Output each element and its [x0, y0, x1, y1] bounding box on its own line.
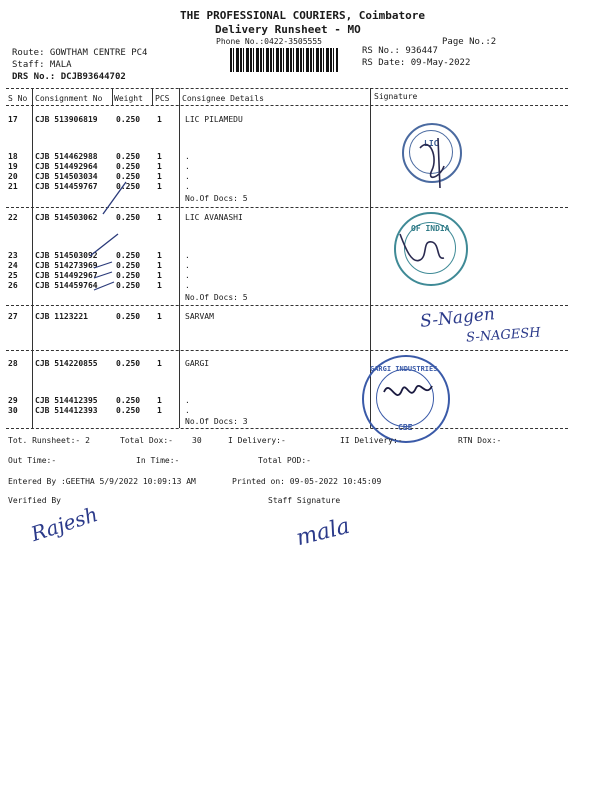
- rs-date: RS Date: 09-May-2022: [362, 58, 471, 68]
- row-sno: 19: [8, 162, 18, 171]
- row-consignment: CJB 513906819: [35, 115, 98, 124]
- row-sno: 29: [8, 396, 18, 405]
- out-time: Out Time:-: [8, 456, 57, 465]
- docs-count: No.Of Docs: 5: [185, 194, 248, 203]
- sarvam-signature-1: S-Nagen: [419, 304, 496, 332]
- row-consignee: .: [185, 406, 190, 415]
- row-consignment: CJB 514273969: [35, 261, 98, 270]
- row-sno: 24: [8, 261, 18, 270]
- row-sno: 25: [8, 271, 18, 280]
- staff: Staff: MALA: [12, 60, 72, 70]
- i-delivery: I Delivery:-: [228, 436, 286, 445]
- row-pcs: 1: [157, 281, 162, 290]
- verified-by: Verified By: [8, 496, 61, 505]
- docs-count: No.Of Docs: 5: [185, 293, 248, 302]
- barcode: [230, 48, 338, 72]
- row-pcs: 1: [157, 162, 162, 171]
- row-weight: 0.250: [116, 281, 141, 290]
- phone-number: Phone No.:0422-3505555: [216, 37, 322, 46]
- row-weight: 0.250: [116, 251, 141, 260]
- document-title: Delivery Runsheet - MO: [215, 23, 361, 36]
- lic-signature-1: [410, 128, 470, 198]
- total-dox-label: Total Dox:-: [120, 436, 173, 445]
- row-weight: 0.250: [116, 213, 141, 222]
- drs-number: DRS No.: DCJB93644702: [12, 72, 126, 82]
- row-weight: 0.250: [116, 396, 141, 405]
- rs-number: RS No.: 936447: [362, 46, 438, 56]
- row-sno: 23: [8, 251, 18, 260]
- row-weight: 0.250: [116, 312, 141, 321]
- row-consignment: CJB 514492964: [35, 162, 98, 171]
- row-sno: 20: [8, 172, 18, 181]
- route: Route: GOWTHAM CENTRE PC4: [12, 48, 148, 58]
- divider: [6, 350, 568, 351]
- total-dox-value: 30: [192, 436, 202, 445]
- row-consignee: .: [185, 396, 190, 405]
- row-sno: 17: [8, 115, 18, 124]
- pen-check-mark: [100, 178, 130, 218]
- row-pcs: 1: [157, 213, 162, 222]
- row-sno: 27: [8, 312, 18, 321]
- total-pod: Total POD:-: [258, 456, 311, 465]
- col-weight: Weight: [114, 94, 143, 103]
- gargi-stamp-text: GARGI INDUSTRIES: [370, 365, 438, 373]
- row-weight: 0.250: [116, 271, 141, 280]
- row-consignee: .: [185, 281, 190, 290]
- row-consignee: .: [185, 251, 190, 260]
- row-weight: 0.250: [116, 162, 141, 171]
- staff-signature: mala: [293, 513, 353, 552]
- col-sno: S No: [8, 94, 28, 103]
- row-weight: 0.250: [116, 182, 141, 191]
- row-consignment: CJB 514220855: [35, 359, 98, 368]
- row-consignee: .: [185, 162, 190, 171]
- row-consignee: .: [185, 182, 190, 191]
- sarvam-signature-2: S-NAGESH: [465, 325, 542, 346]
- lic-signature-2: [392, 220, 452, 280]
- row-consignee: LIC AVANASHI: [185, 213, 243, 222]
- row-consignment: CJB 514412393: [35, 406, 98, 415]
- row-sno: 21: [8, 182, 18, 191]
- gargi-signature: [380, 372, 436, 412]
- entered-by: Entered By :GEETHA 5/9/2022 10:09:13 AM: [8, 477, 196, 486]
- row-pcs: 1: [157, 359, 162, 368]
- page-number: Page No.:2: [442, 37, 497, 47]
- row-consignment: CJB 514503062: [35, 213, 98, 222]
- column-line: [179, 88, 180, 428]
- col-consignee: Consignee Details: [182, 94, 264, 103]
- company-name: THE PROFESSIONAL COURIERS, Coimbatore: [180, 9, 426, 22]
- col-pcs: PCS: [155, 94, 170, 103]
- lic-of-india-text: OF INDIA: [411, 224, 450, 233]
- divider: [6, 88, 568, 89]
- row-weight: 0.250: [116, 406, 141, 415]
- in-time: In Time:-: [136, 456, 180, 465]
- row-consignment: CJB 1123221: [35, 312, 88, 321]
- row-pcs: 1: [157, 406, 162, 415]
- row-sno: 30: [8, 406, 18, 415]
- row-pcs: 1: [157, 261, 162, 270]
- col-signature: Signature: [374, 92, 418, 101]
- pen-check-marks: [88, 232, 128, 294]
- row-weight: 0.250: [116, 152, 141, 161]
- row-consignee: .: [185, 271, 190, 280]
- row-weight: 0.250: [116, 359, 141, 368]
- row-consignment: CJB 514412395: [35, 396, 98, 405]
- row-sno: 28: [8, 359, 18, 368]
- col-consignment: Consignment No: [35, 94, 103, 103]
- row-consignee: GARGI: [185, 359, 210, 368]
- docs-count: No.Of Docs: 3: [185, 417, 248, 426]
- row-consignee: .: [185, 172, 190, 181]
- row-consignment: CJB 514503034: [35, 172, 98, 181]
- row-sno: 22: [8, 213, 18, 222]
- row-consignee: LIC PILAMEDU: [185, 115, 243, 124]
- column-line: [32, 88, 33, 428]
- gargi-stamp-city: CBE: [398, 423, 413, 432]
- column-line: [152, 88, 153, 106]
- row-pcs: 1: [157, 152, 162, 161]
- row-pcs: 1: [157, 182, 162, 191]
- lic-stamp-text: LIC: [424, 139, 439, 148]
- column-line: [112, 88, 113, 106]
- total-runsheet: Tot. Runsheet:- 2: [8, 436, 90, 445]
- row-consignment: CJB 514492967: [35, 271, 98, 280]
- row-weight: 0.250: [116, 115, 141, 124]
- row-consignee: .: [185, 261, 190, 270]
- row-pcs: 1: [157, 251, 162, 260]
- ii-delivery: II Delivery:-: [340, 436, 403, 445]
- row-consignment: CJB 514462988: [35, 152, 98, 161]
- row-pcs: 1: [157, 312, 162, 321]
- row-pcs: 1: [157, 172, 162, 181]
- divider: [6, 105, 568, 106]
- row-consignee: SARVAM: [185, 312, 214, 321]
- row-consignment: CJB 514503092: [35, 251, 98, 260]
- rtn-dox: RTN Dox:-: [458, 436, 502, 445]
- staff-signature-label: Staff Signature: [268, 496, 341, 505]
- row-sno: 26: [8, 281, 18, 290]
- row-weight: 0.250: [116, 261, 141, 270]
- row-weight: 0.250: [116, 172, 141, 181]
- row-consignee: .: [185, 152, 190, 161]
- row-consignment: CJB 514459767: [35, 182, 98, 191]
- row-pcs: 1: [157, 271, 162, 280]
- row-sno: 18: [8, 152, 18, 161]
- divider: [6, 207, 568, 208]
- divider: [6, 428, 568, 429]
- printed-on: Printed on: 09-05-2022 10:45:09: [232, 477, 382, 486]
- row-pcs: 1: [157, 115, 162, 124]
- row-consignment: CJB 514459764: [35, 281, 98, 290]
- verified-signature: Rajesh: [27, 501, 101, 547]
- row-pcs: 1: [157, 396, 162, 405]
